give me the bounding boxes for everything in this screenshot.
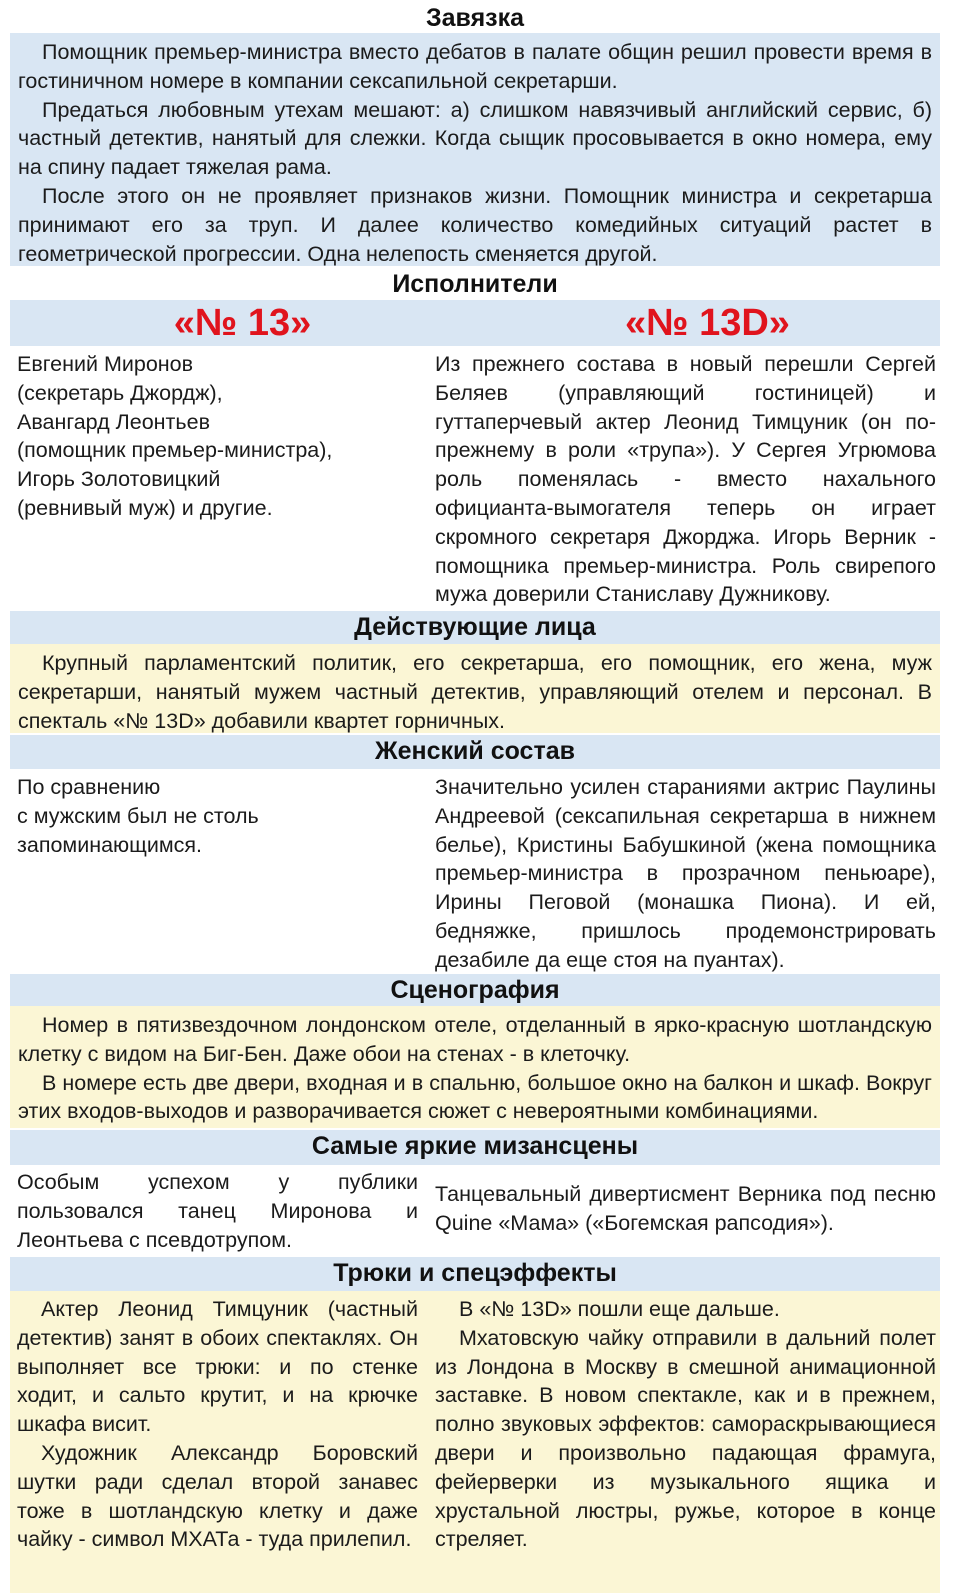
cast-right-column bbox=[428, 350, 940, 609]
characters-text: Крупный парламентский политик, его секретарша, его помощник, его жена, муж секретарши, нанятый мужем частный детектив, управляющий отелем и персонал. В спекталь «№ 13D» добавили квартет горничных. bbox=[18, 651, 932, 733]
section-title-plot: Завязка bbox=[10, 0, 940, 33]
scenography-paragraph: Номер в пятизвездочном лондонском отеле, отделанный в ярко-красную шотландскую клетку с видом на Биг-Бен. Даже обои на стенах - в клеточку. bbox=[18, 1013, 932, 1066]
plot-body bbox=[10, 33, 940, 266]
section-title-scenography: Сценография bbox=[10, 972, 940, 1006]
section-title-characters: Действующие лица bbox=[10, 609, 940, 644]
cast-right-text: Из прежнего состава в новый перешли Сергей Беляев (управляющий гостиницей) и гуттаперчевый актер Леонид Тимцуник (он по-прежнему в роли «трупа»). У Сергея Угрюмова роль поменялась - вместо нахального официанта-вымогателя теперь он играет скромного секретаря Джорджа. Игорь Верник - помощника премьер-министра. Роль свирепого мужа доверили Станиславу Дужникову. bbox=[435, 352, 936, 607]
cast-line: Авангард Леонтьев bbox=[17, 409, 210, 434]
tricks-left-paragraph: Художник Александр Боровский шутки ради сделал второй занавес тоже в шотландскую клетку и даже чайку - символ МХАТа - туда прилепил. bbox=[17, 1440, 418, 1552]
female-left-column bbox=[10, 773, 428, 972]
cast-line: (ревнивый муж) и другие. bbox=[17, 495, 273, 520]
tricks-body bbox=[10, 1291, 940, 1593]
scenography-body bbox=[10, 1006, 940, 1128]
section-title-scenes: Самые яркие мизансцены bbox=[10, 1128, 940, 1165]
female-body bbox=[10, 769, 940, 972]
section-title-cast: Исполнители bbox=[10, 266, 940, 300]
article bbox=[10, 0, 940, 1593]
cast-line: Евгений Миронов bbox=[17, 352, 194, 376]
scenes-right-column bbox=[428, 1168, 940, 1255]
tricks-right-paragraph: В «№ 13D» пошли еще дальше. bbox=[459, 1297, 780, 1321]
scenography-paragraph: В номере есть две двери, входная и в спальню, большое окно на балкон и шкаф. Вокруг этих входов-выходов и разворачивается сюжет с невероятными комбинациями. bbox=[18, 1070, 932, 1124]
tricks-left-paragraph: Актер Леонид Тимцуник (частный детектив) занят в обоих спектаклях. Он выполняет все трюки: и по стенке ходит, и сальто крутит, и на крючке шкафа висит. bbox=[17, 1297, 418, 1437]
female-line: По сравнению bbox=[17, 775, 161, 799]
cast-heading-no13d: «№ 13D» bbox=[625, 302, 790, 344]
cast-headings bbox=[10, 300, 940, 346]
section-title-female: Женский состав bbox=[10, 733, 940, 769]
cast-line: (помощник премьер-министра), bbox=[17, 438, 333, 463]
plot-paragraph: Помощник премьер-министра вместо дебатов в палате общин решил провести время в гостиничном номере в компании сексапильной секретарши. bbox=[18, 40, 932, 93]
scenes-right-text: Танцевальный дивертисмент Верника под песню Quine «Мама» («Богемская рапсодия»). bbox=[435, 1182, 936, 1235]
scenes-body bbox=[10, 1165, 940, 1255]
female-line: запоминающимся. bbox=[17, 832, 203, 857]
characters-body bbox=[10, 644, 940, 733]
female-right-column bbox=[428, 773, 940, 972]
section-title-tricks: Трюки и спецэффекты bbox=[10, 1255, 940, 1291]
scenes-left-text: Особым успехом у публики пользовался танец Миронова и Леонтьева с псевдотрупом. bbox=[17, 1170, 418, 1252]
female-right-text: Значительно усилен стараниями актрис Паулины Андреевой (сексапильная секретарша в нижнем белье), Кристины Бабушкиной (жена помощника премьер-министра в прозрачном пеньюаре), Ирины Пеговой (монашка Пиона). И ей, бедняжке, пришлось продемонстрировать дезабиле да еще стоя на пуантах). bbox=[435, 775, 936, 972]
plot-paragraph: Предаться любовным утехам мешают: а) слишком навязчивый английский сервис, б) частный детектив, нанятый для слежки. Когда сыщик просовывается в окно номера, ему на спину падает тяжелая рама. bbox=[18, 97, 932, 180]
tricks-left-column bbox=[10, 1295, 428, 1593]
scenes-left-column bbox=[10, 1168, 428, 1255]
plot-paragraph: После этого он не проявляет признаков жизни. Помощник министра и секретарша принимают его за труп. И далее количество комедийных ситуаций растет в геометрической прогрессии. Одна нелепость сменяется другой. bbox=[18, 183, 932, 266]
cast-left-column bbox=[10, 350, 428, 609]
female-line: с мужским был не столь bbox=[17, 803, 259, 828]
cast-heading-no13: «№ 13» bbox=[173, 302, 312, 344]
cast-line: Игорь Золотовицкий bbox=[17, 467, 221, 492]
tricks-right-paragraph: Мхатовскую чайку отправили в дальний полет из Лондона в Москву в смешной анимационной заставке. В новом спектакле, как и в прежнем, полно звуковых эффектов: самораскрывающиеся двери и произвольно падающая фрамуга, фейерверки из музыкального ящика и хрустальной люстры, ружье, которое в конце стреляет. bbox=[435, 1325, 936, 1552]
tricks-right-column bbox=[428, 1295, 940, 1593]
cast-line: (секретарь Джордж), bbox=[17, 380, 223, 405]
cast-body bbox=[10, 346, 940, 609]
